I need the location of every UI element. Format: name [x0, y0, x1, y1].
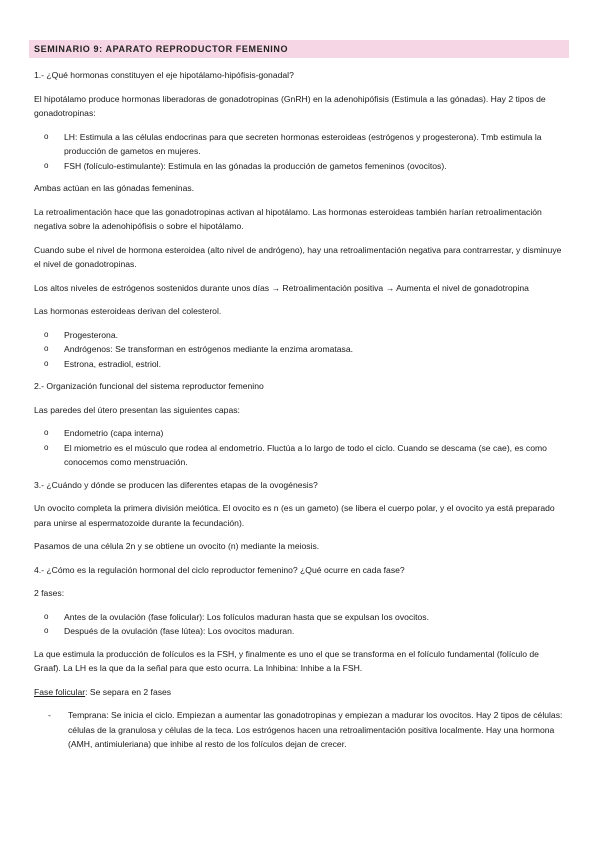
- title-banner: [29, 40, 569, 58]
- paragraph: Pasamos de una célula 2n y se obtiene un ovocito (n) mediante la meiosis.: [34, 541, 320, 551]
- steroid-list: [34, 328, 566, 372]
- question-2: 2.- Organización funcional del sistema reproductor femenino: [34, 381, 264, 391]
- list-item: o El miometrio es el músculo que rodea al endometrio. Fluctúa a lo largo de todo el ciclo. Cuando se descama (se cae), es como conocemos como menstruación.: [34, 441, 566, 470]
- paragraph: Los altos niveles de estrógenos sostenidos durante unos días → Retroalimentación positiva → Aumenta el nivel de gonadotropina: [34, 282, 529, 293]
- list-item: o Progesterona.: [34, 328, 566, 343]
- list-item: o Andrógenos: Se transforman en estrógenos mediante la enzima aromatasa.: [34, 342, 566, 357]
- follicular-subphases-list: [34, 708, 566, 752]
- list-item: o Antes de la ovulación (fase folicular): Los folículos maduran hasta que se expulsan los ovocitos.: [34, 610, 566, 625]
- uterus-layers-list: [34, 426, 566, 470]
- fase-folicular-rest: : Se separa en 2 fases: [85, 686, 172, 697]
- paragraph: Las paredes del útero presentan las siguientes capas:: [34, 404, 240, 415]
- document-body: [34, 68, 566, 752]
- list-item: o Estrona, estradiol, estriol.: [34, 357, 566, 372]
- paragraph: Un ovocito completa la primera división meiótica. El ovocito es n (es un gameto) (se libera el cuerpo polar, y el ovocito ya está preparado para unirse al espermatozoide durante la fecundación).: [34, 503, 555, 528]
- document-title: SEMINARIO 9: APARATO REPRODUCTOR FEMENINO: [34, 44, 289, 54]
- phases-list: [34, 610, 566, 639]
- paragraph: Cuando sube el nivel de hormona esteroidea (alto nivel de andrógeno), hay una retroalimentación negativa para contrarrestar, y disminuye el nivel de gonadotropinas.: [34, 244, 562, 269]
- list-item: - Temprana: Se inicia el ciclo. Empiezan a aumentar las gonadotropinas y empiezan a madurar los ovocitos. Hay 2 tipos de células: células de la granulosa y células de la teca. Los estrógenos hacen una retroalimentación positiva localmente. Hay una hormona (AMH, antimiuleriana) que inhibe al resto de los folículos dejan de crecer.: [34, 708, 566, 752]
- section-heading: [34, 685, 566, 700]
- fase-folicular-label: Fase folicular: [34, 686, 86, 697]
- paragraph: El hipotálamo produce hormonas liberadoras de gonadotropinas (GnRH) en la adenohipófisis (Estimula a las gónadas). Hay 2 tipos de gonadotropinas:: [34, 93, 546, 118]
- question-1: 1.- ¿Qué hormonas constituyen el eje hipotálamo-hipófisis-gonadal?: [34, 70, 294, 80]
- list-item: o LH: Estimula a las células endocrinas para que secreten hormonas esteroideas (estrógenos y progesterona). Tmb estimula la producción de gametos en mujeres.: [34, 130, 566, 159]
- paragraph: Ambas actúan en las gónadas femeninas.: [34, 183, 195, 193]
- paragraph: 2 fases:: [34, 588, 65, 598]
- list-item: o FSH (folículo-estimulante): Estimula en las gónadas la producción de gametos femeninos (ovocitos).: [34, 159, 566, 174]
- gonadotropin-list: [34, 130, 566, 174]
- paragraph: Las hormonas esteroideas derivan del colesterol.: [34, 306, 222, 316]
- question-3: 3.- ¿Cuándo y dónde se producen las diferentes etapas de la ovogénesis?: [34, 479, 318, 490]
- paragraph: La que estimula la producción de folículos es la FSH, y finalmente es uno el que se transforma en el folículo fundamental (folículo de Graaf). La LH es la que da la señal para que esto ocurra. La Inhibina: Inhibe a la FSH.: [34, 648, 539, 673]
- list-item: o Después de la ovulación (fase lútea): Los ovocitos maduran.: [34, 624, 566, 639]
- paragraph: La retroalimentación hace que las gonadotropinas activan al hipotálamo. Las hormonas esteroideas también harían retroalimentación negativa sobre la adenohipófisis o sobre el hipotálamo.: [34, 206, 542, 231]
- list-item: o Endometrio (capa interna): [34, 426, 566, 441]
- question-4: 4.- ¿Cómo es la regulación hormonal del ciclo reproductor femenino? ¿Qué ocurre en cada fase?: [34, 564, 405, 575]
